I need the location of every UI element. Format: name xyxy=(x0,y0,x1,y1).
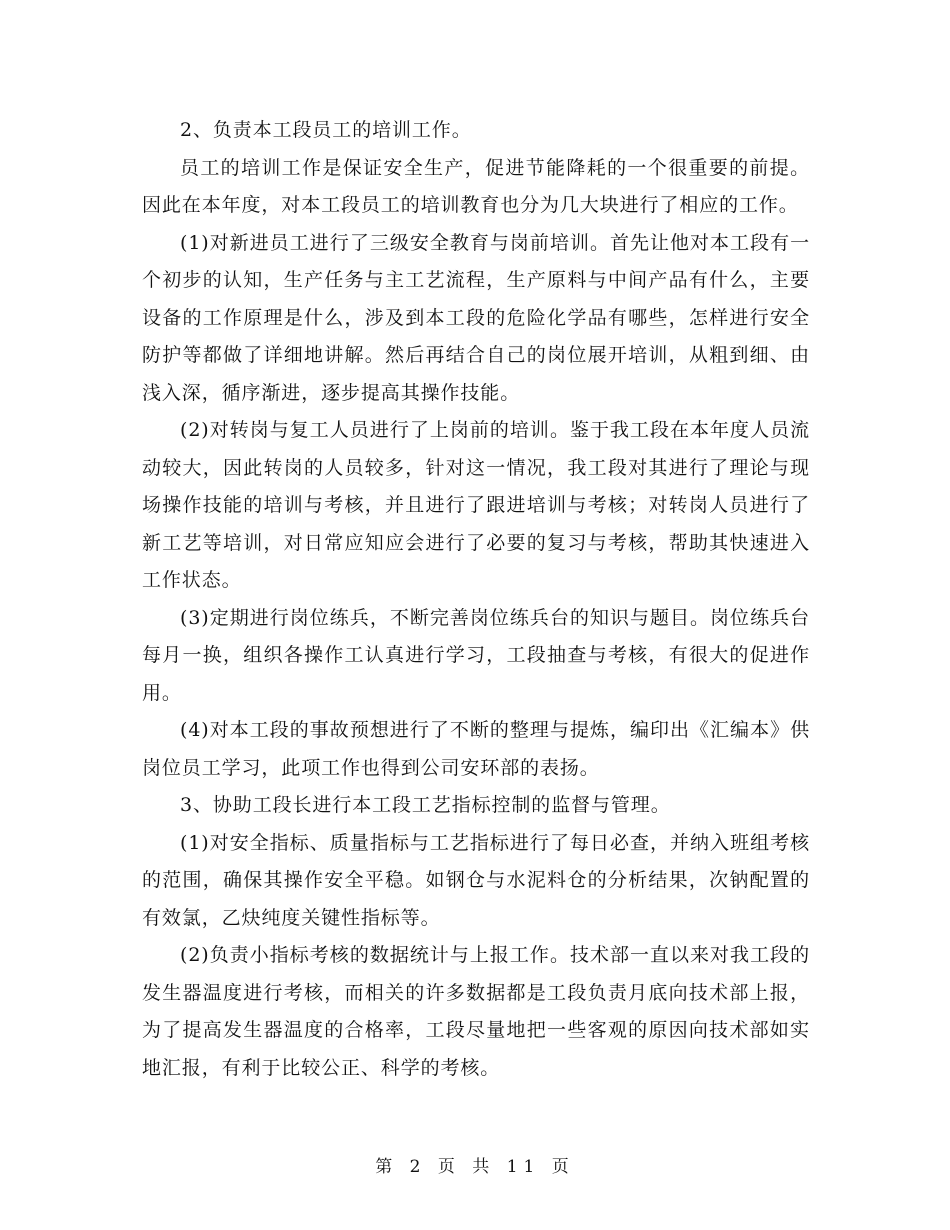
document-body xyxy=(142,112,810,1087)
paragraph-section-2-heading: 2、负责本工段员工的培训工作。 xyxy=(180,119,472,141)
paragraph-training-item-1: (1)对新进员工进行了三级安全教育与岗前培训。首先让他对本工段有一个初步的认知，生产任务与主工艺流程，生产原料与中间产品有什么，主要设备的工作原理是什么，涉及到本工段的危险化学品有哪些，怎样进行安全防护等都做了详细地讲解。然后再结合自己的岗位展开培训，从粗到细、由浅入深，循序渐进，逐步提高其操作技能。 xyxy=(142,231,810,404)
paragraph-training-intro: 员工的培训工作是保证安全生产，促进节能降耗的一个很重要的前提。因此在本年度，对本工段员工的培训教育也分为几大块进行了相应的工作。 xyxy=(142,156,810,216)
paragraph-control-item-1: (1)对安全指标、质量指标与工艺指标进行了每日必查，并纳入班组考核的范围，确保其操作安全平稳。如钢仓与水泥料仓的分析结果，次钠配置的有效氯，乙炔纯度关键性指标等。 xyxy=(142,831,810,929)
paragraph-control-item-2: (2)负责小指标考核的数据统计与上报工作。技术部一直以来对我工段的发生器温度进行考核，而相关的许多数据都是工段负责月底向技术部上报，为了提高发生器温度的合格率，工段尽量地把一些客观的原因向技术部如实地汇报，有利于比较公正、科学的考核。 xyxy=(142,944,810,1079)
page-footer: 第 2 页 共 11 页 xyxy=(375,1157,575,1177)
paragraph-training-item-4: (4)对本工段的事故预想进行了不断的整理与提炼，编印出《汇编本》供岗位员工学习，此项工作也得到公司安环部的表扬。 xyxy=(142,719,810,779)
paragraph-section-3-heading: 3、协助工段长进行本工段工艺指标控制的监督与管理。 xyxy=(180,794,671,816)
paragraph-training-item-2: (2)对转岗与复工人员进行了上岗前的培训。鉴于我工段在本年度人员流动较大，因此转岗的人员较多，针对这一情况，我工段对其进行了理论与现场操作技能的培训与考核，并且进行了跟进培训与考核；对转岗人员进行了新工艺等培训，对日常应知应会进行了必要的复习与考核，帮助其快速进入工作状态。 xyxy=(142,419,810,591)
paragraph-training-item-3: (3)定期进行岗位练兵，不断完善岗位练兵台的知识与题目。岗位练兵台每月一换，组织各操作工认真进行学习，工段抽查与考核，有很大的促进作用。 xyxy=(142,606,810,704)
